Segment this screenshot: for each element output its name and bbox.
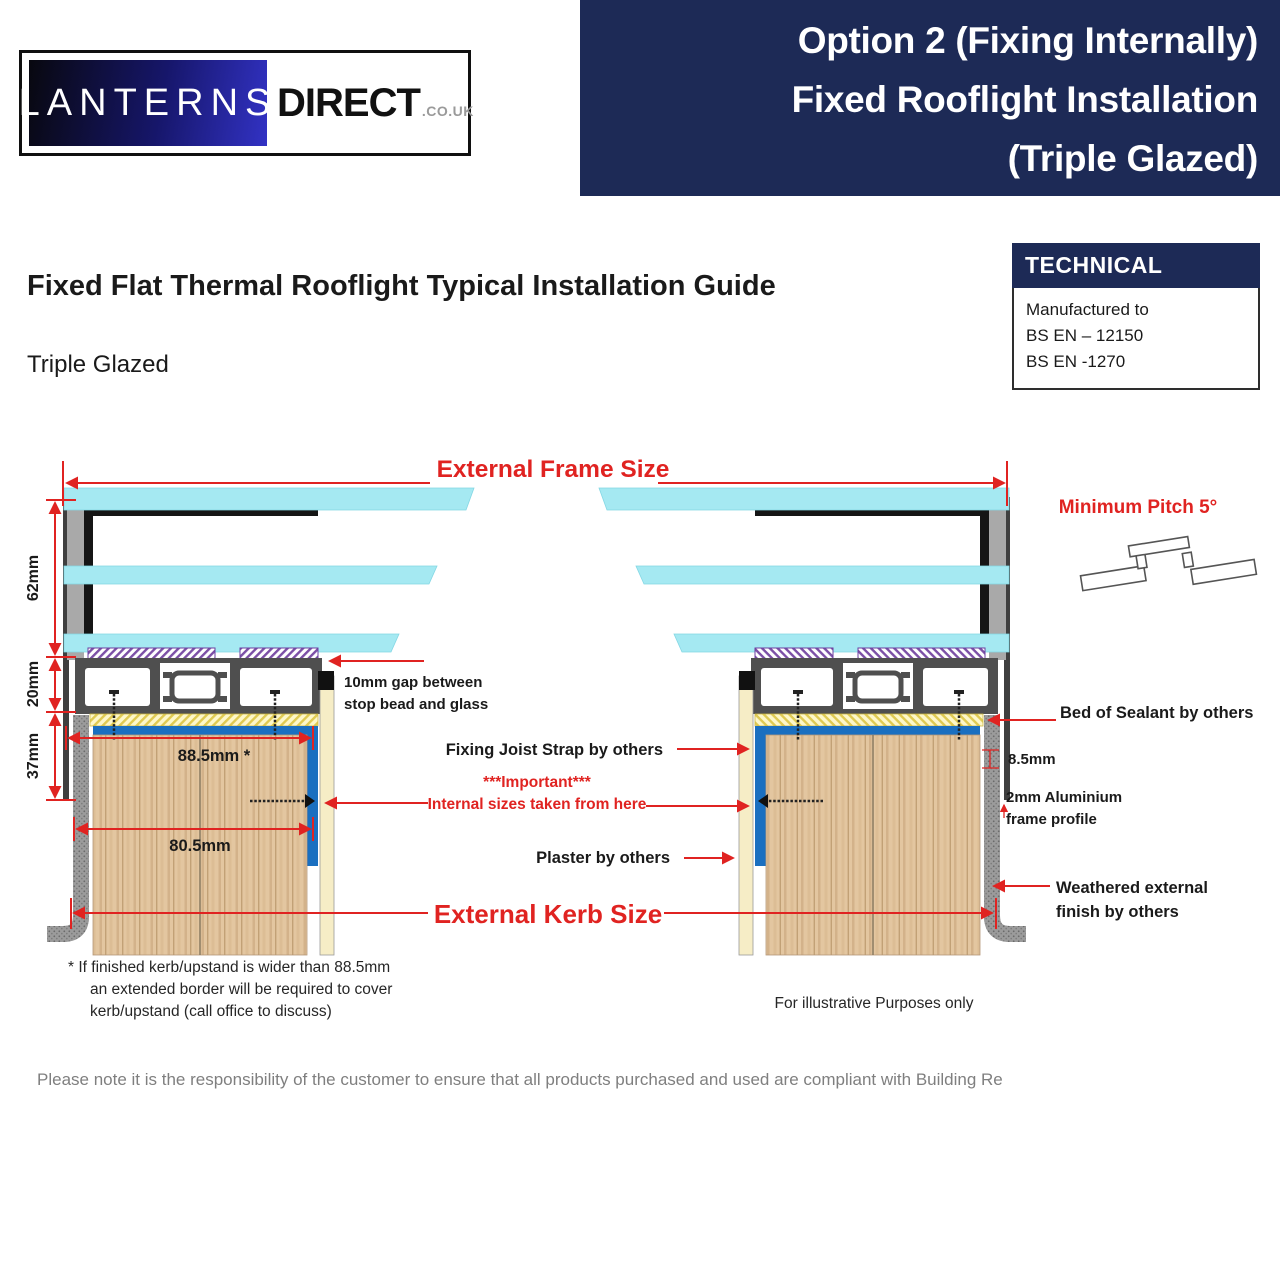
frame-height-dim: 20mm: [25, 660, 42, 708]
logo-couk-text: .CO.UK: [421, 102, 474, 119]
sealant-gap-dim: 8.5mm: [1008, 751, 1056, 768]
technical-line: BS EN – 12150: [1026, 326, 1144, 345]
right-annotations: [982, 704, 1253, 921]
logo-direct-text: DIRECT: [277, 80, 420, 125]
gap-annotation: [330, 661, 488, 713]
left-kerb-section-drawing: [47, 488, 474, 955]
glass-height-dim: 62mm: [25, 554, 42, 602]
gap-label-line2: stop bead and glass: [344, 696, 489, 713]
technical-header: TECHNICAL: [1012, 243, 1260, 288]
weathered-label-line1: Weathered external: [1056, 879, 1208, 897]
alu-profile-label-line2: frame profile: [1006, 811, 1097, 828]
kerb-overlap-dim: 37mm: [25, 732, 42, 780]
banner-line-1: Option 2 (Fixing Internally): [797, 20, 1258, 61]
plaster-label: Plaster by others: [536, 849, 670, 867]
pitch-sketch: [1077, 527, 1256, 602]
alu-profile-label-line1: 2mm Aluminium: [1006, 789, 1123, 806]
kerb-width-outer-dim: 88.5mm *: [177, 747, 251, 765]
logo-lanterns-block: LANTERNS: [29, 60, 267, 146]
footnote-line2: an extended border will be required to cover: [90, 981, 393, 998]
external-kerb-size-label: External Kerb Size: [433, 899, 663, 929]
kerb-width-inner-dim: 80.5mm: [169, 837, 231, 855]
external-frame-size-label: External Frame Size: [436, 456, 670, 483]
kerb-footnote: [68, 959, 392, 1020]
internal-sizes-label: Internal sizes taken from here: [427, 796, 647, 813]
banner-line-2: Fixed Rooflight Installation: [791, 79, 1258, 120]
technical-line: Manufactured to: [1026, 300, 1149, 319]
gap-label-line1: 10mm gap between: [344, 674, 483, 691]
page-subtitle: Triple Glazed: [27, 351, 169, 378]
mid-annotations: [326, 741, 748, 867]
page-title: Fixed Flat Thermal Rooflight Typical Installation Guide: [27, 270, 776, 302]
banner-line-3: (Triple Glazed): [1007, 138, 1258, 179]
footnote-line3: kerb/upstand (call office to discuss): [90, 1003, 332, 1020]
footnote-line1: * If finished kerb/upstand is wider than 88.5mm: [68, 959, 391, 976]
technical-line: BS EN -1270: [1026, 352, 1126, 371]
right-kerb-section-drawing: [599, 488, 1026, 955]
fixing-strap-label: Fixing Joist Strap by others: [445, 741, 663, 759]
important-label: ***Important***: [483, 774, 591, 791]
weathered-label-line2: finish by others: [1056, 903, 1179, 921]
compliance-note: Please note it is the responsibility of the customer to ensure that all products purchased and used are compliant with Building Re: [37, 1070, 1003, 1089]
minimum-pitch-label: Minimum Pitch 5°: [1058, 497, 1218, 518]
illustrative-note: For illustrative Purposes only: [774, 995, 974, 1012]
bed-of-sealant-label: Bed of Sealant by others: [1060, 704, 1254, 722]
